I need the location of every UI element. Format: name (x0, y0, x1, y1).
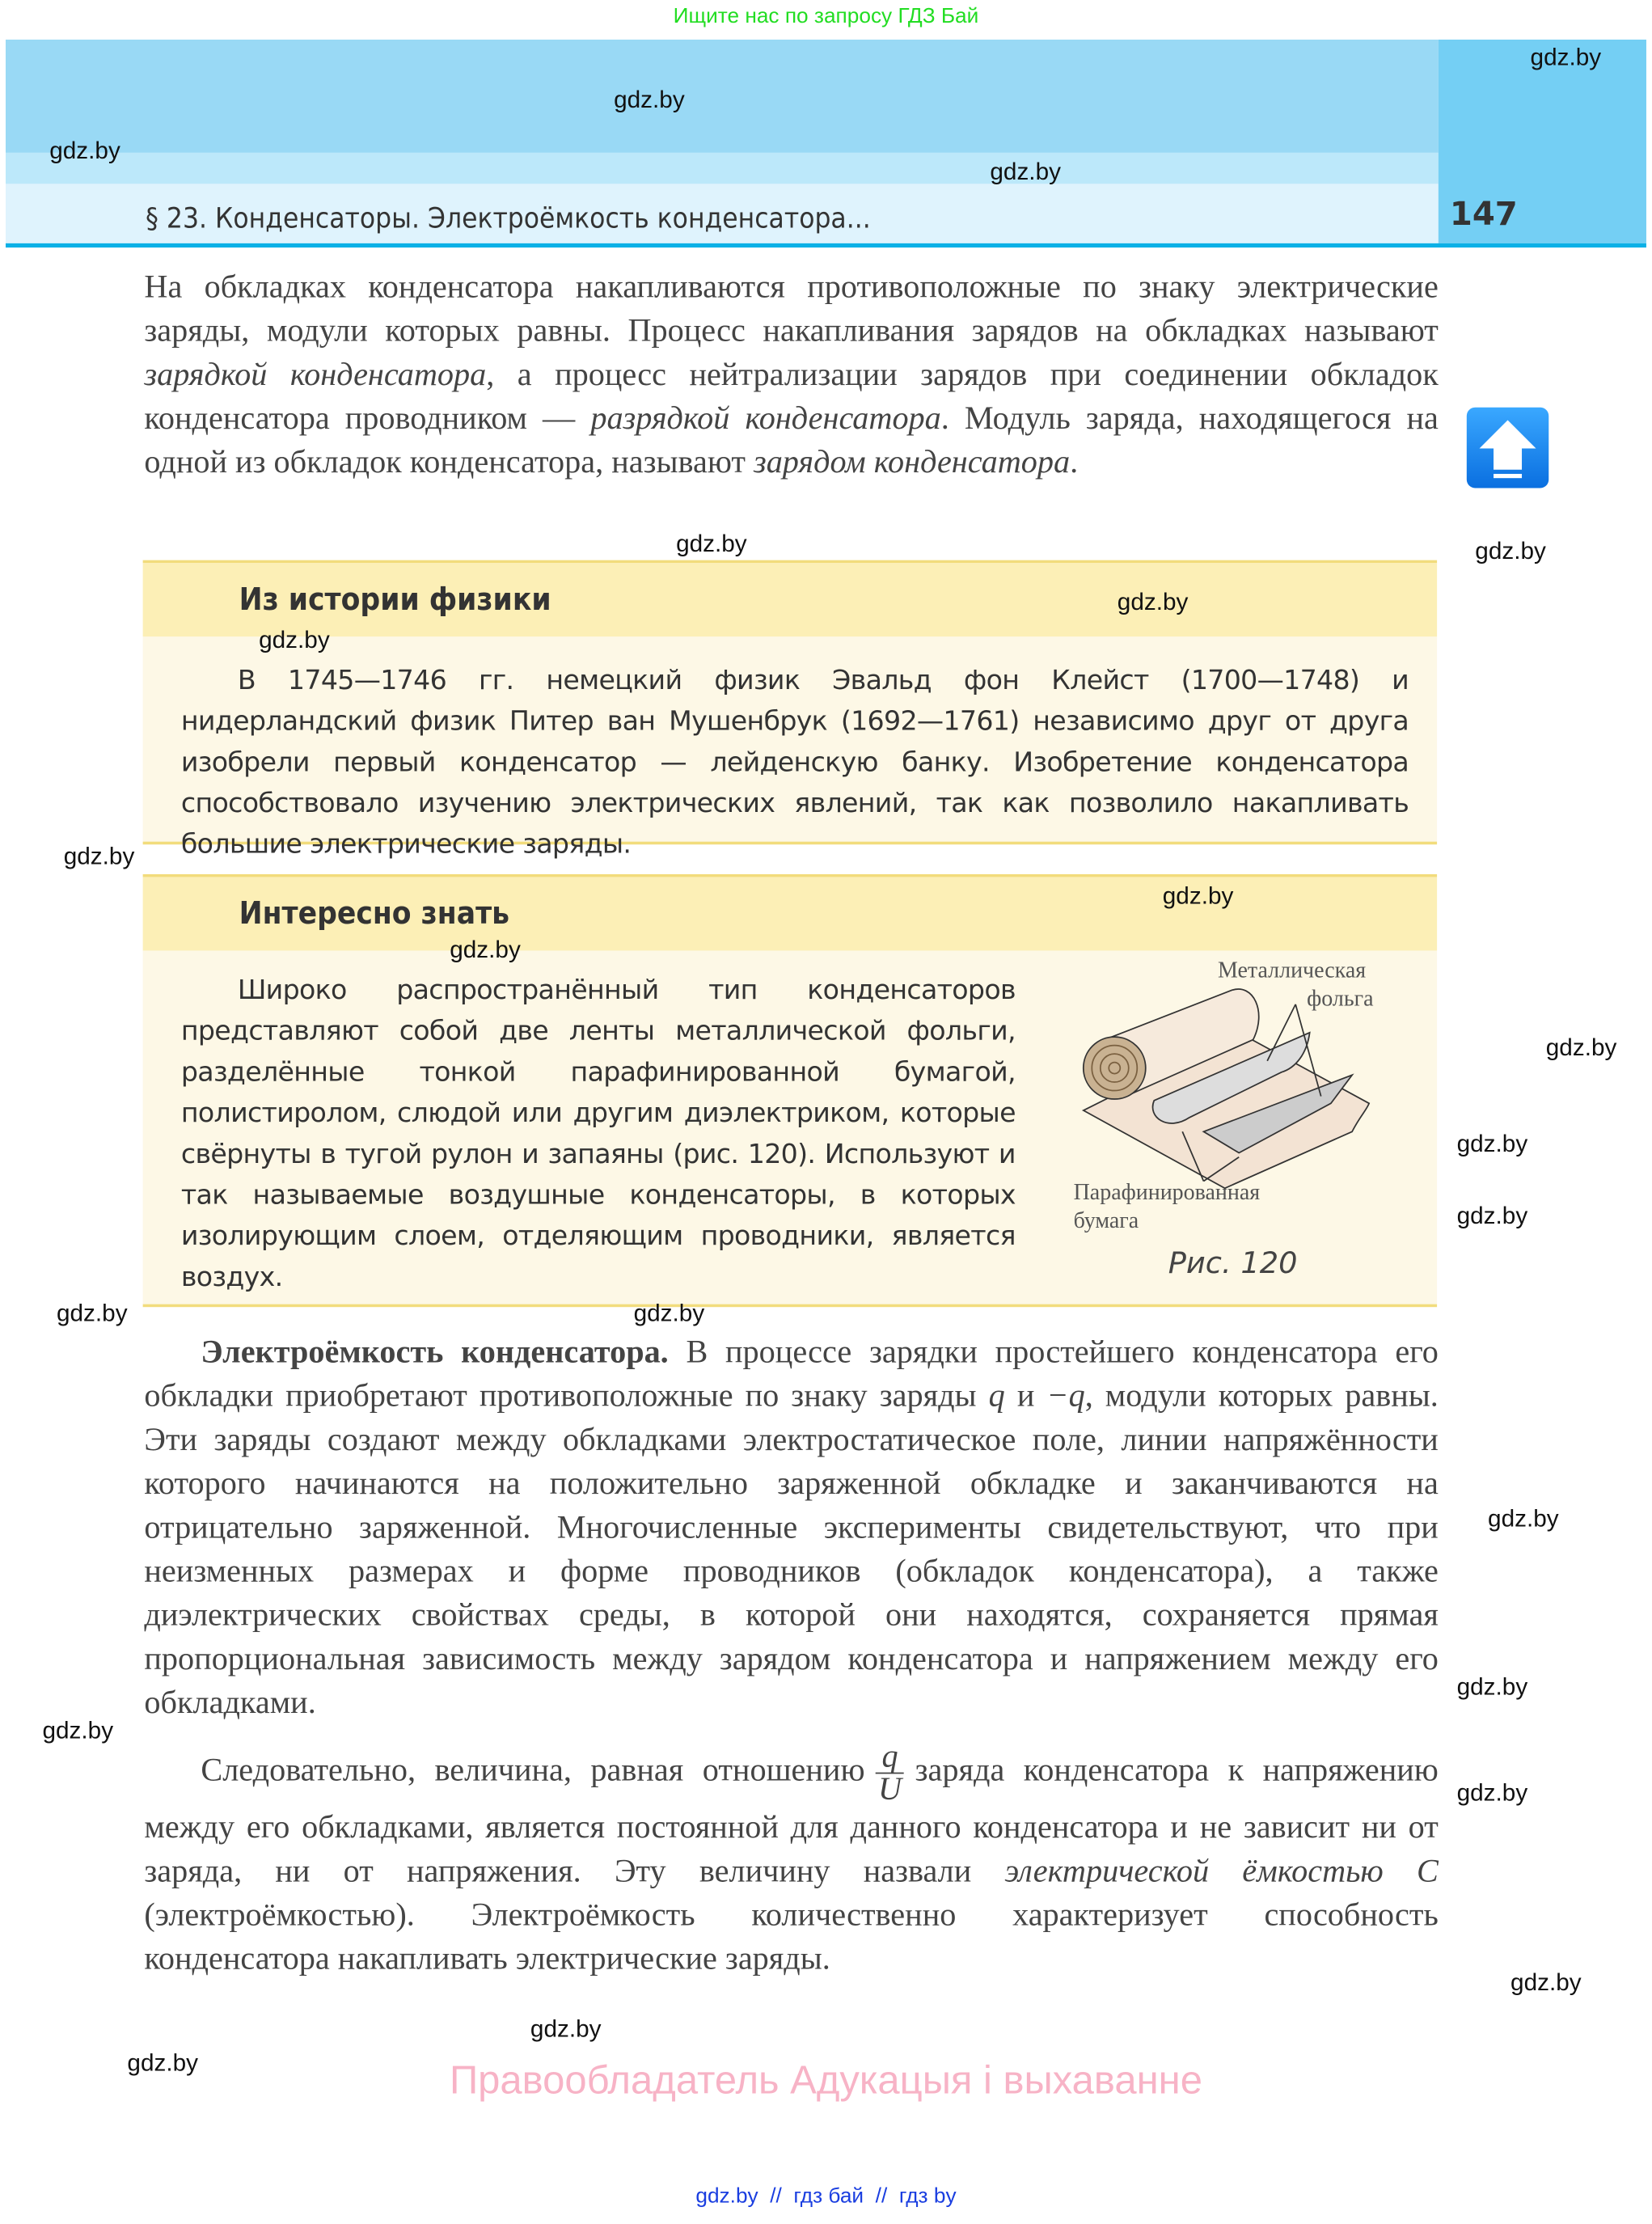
fraction-q-over-u (877, 1738, 904, 1807)
numerator: q (877, 1741, 904, 1774)
section-heading: Электроёмкость конденсатора. (201, 1334, 669, 1370)
watermark: gdz.by (1475, 537, 1546, 564)
term: разрядкой конденсатора (590, 400, 941, 436)
text: . Модуль заряда, находящегося на одной из обкладок конденсатора, называют (144, 400, 1439, 480)
footer-links[interactable]: gdz.by // гдз бай // гдз by (695, 2184, 957, 2209)
text: . (1070, 444, 1079, 480)
main-text-flow (144, 1330, 1438, 1981)
watermark: gdz.by (56, 1300, 128, 1327)
page-number: 147 (1449, 197, 1518, 234)
watermark: gdz.by (49, 137, 120, 164)
figure-caption: Рис. 120 (1168, 1245, 1298, 1280)
watermark: gdz.by (1456, 1130, 1528, 1157)
text: (электроёмкостью). Электроёмкость количественно характеризует способность конденсатора накапливать электрические заряды. (144, 1896, 1439, 1977)
math-minus-q: −q (1046, 1377, 1085, 1414)
math-q: q (988, 1377, 1005, 1414)
interesting-title: Интересно знать (239, 896, 510, 932)
watermark: gdz.by (990, 158, 1061, 186)
watermark: gdz.by (1530, 44, 1602, 71)
history-title: Из истории физики (239, 582, 551, 619)
text: и (1004, 1377, 1047, 1414)
copyright-notice: Правообладатель Адукацыя і выхаванне (449, 2057, 1202, 2103)
paragraph-capacitance (144, 1330, 1438, 1724)
watermark: gdz.by (614, 86, 685, 113)
text: Следовательно, величина, равная отношению (201, 1752, 865, 1788)
watermark: gdz.by (1117, 588, 1189, 615)
watermark: gdz.by (42, 1717, 114, 1744)
watermark: gdz.by (1488, 1505, 1559, 1533)
watermark: gdz.by (1545, 1034, 1617, 1061)
watermark: gdz.by (1456, 1779, 1528, 1807)
watermark: gdz.by (676, 530, 747, 558)
text: заряда конденсатора к напряжению между его обкладками, является постоянной для данного конденсатора и не зависит ни от заряда, ни от напряжения. Эту величину назвали (144, 1752, 1439, 1889)
watermark: gdz.by (1456, 1673, 1528, 1701)
text: , модули которых равны. Эти заряды создают между обкладками электростатическое поле, линии напряжённости которого начинаются на положительно заряженной обкладке и заканчиваются на отрицательно заряженной. Многочисленные эксперименты свидетельствуют, что при неизменных размерах и форме проводников (обкладок конденсатора), а также диэлектрических свойствах среды, в которой они находятся, сохраняется прямая пропорциональная зависимость между зарядом конденсатора и напряжением между его обкладками. (144, 1377, 1439, 1720)
search-hint: Ищите нас по запросу ГДЗ Бай (673, 4, 979, 28)
history-text: В 1745—1746 гг. немецкий физик Эвальд фон Клейст (1700—1748) и нидерландский физик Питер ван Мушенбрук (1692—1761) независимо друг от друга изобрели первый конденсатор — лейденскую банку. Изобретение конденсатора способствовало изучению электрических явлений, так как позволило накапливать большие электрические заряды. (180, 665, 1409, 860)
history-box (143, 560, 1437, 860)
interesting-text: Широко распространённый тип конденсаторов представляют собой две ленты металлической фольги, разделённые тонкой парафинированной бумагой, полистиролом, слюдой или другим диэлектриком, которые свёрнуты в тугой рулон и запаяны (рис. 120). Используют и так называемые воздушные конденсаторы, в которых изолирующим слоем, отделяющим проводники, является воздух. (180, 975, 1016, 1293)
watermark: gdz.by (1162, 882, 1234, 910)
header-band (6, 40, 1439, 153)
watermark: gdz.by (63, 843, 135, 870)
label-foil: Металлическая (1217, 958, 1367, 983)
watermark: gdz.by (259, 626, 330, 654)
text: , а процесс нейтрализации зарядов при соединении обкладок конденсатора проводником — (144, 356, 1439, 436)
arrow-up-icon (1467, 408, 1548, 488)
term: зарядом конденсатора (753, 444, 1071, 480)
header-divider (6, 243, 1646, 247)
text: В процессе зарядки простейшего конденсатора его обкладки приобретают противоположные по знаку заряды (144, 1334, 1439, 1414)
watermark: gdz.by (127, 2049, 199, 2077)
paragraph-charge (144, 264, 1438, 484)
scroll-up-button[interactable] (1467, 408, 1548, 488)
term: зарядкой конденсатора (144, 356, 487, 392)
header-band (6, 153, 1439, 184)
denominator: U (878, 1770, 902, 1807)
watermark: gdz.by (530, 2015, 602, 2043)
label-paper: бумага (1073, 1209, 1139, 1234)
label-paper: Парафинированная (1073, 1181, 1261, 1206)
watermark: gdz.by (1456, 1202, 1528, 1229)
watermark: gdz.by (1510, 1968, 1582, 1996)
label-foil: фольга (1307, 987, 1374, 1012)
paragraph-definition (144, 1738, 1439, 1981)
term: электрической ёмкостью C (1004, 1853, 1439, 1889)
interesting-box (143, 874, 1437, 1307)
watermark: gdz.by (633, 1300, 705, 1327)
section-title: § 23. Конденсаторы. Электроёмкость конденсатора... (146, 201, 871, 235)
watermark: gdz.by (450, 936, 521, 964)
text: На обкладках конденсатора накапливаются противоположные по знаку электрические заряды, модули которых равны. Процесс накапливания зарядов на обкладках называют (144, 268, 1439, 349)
